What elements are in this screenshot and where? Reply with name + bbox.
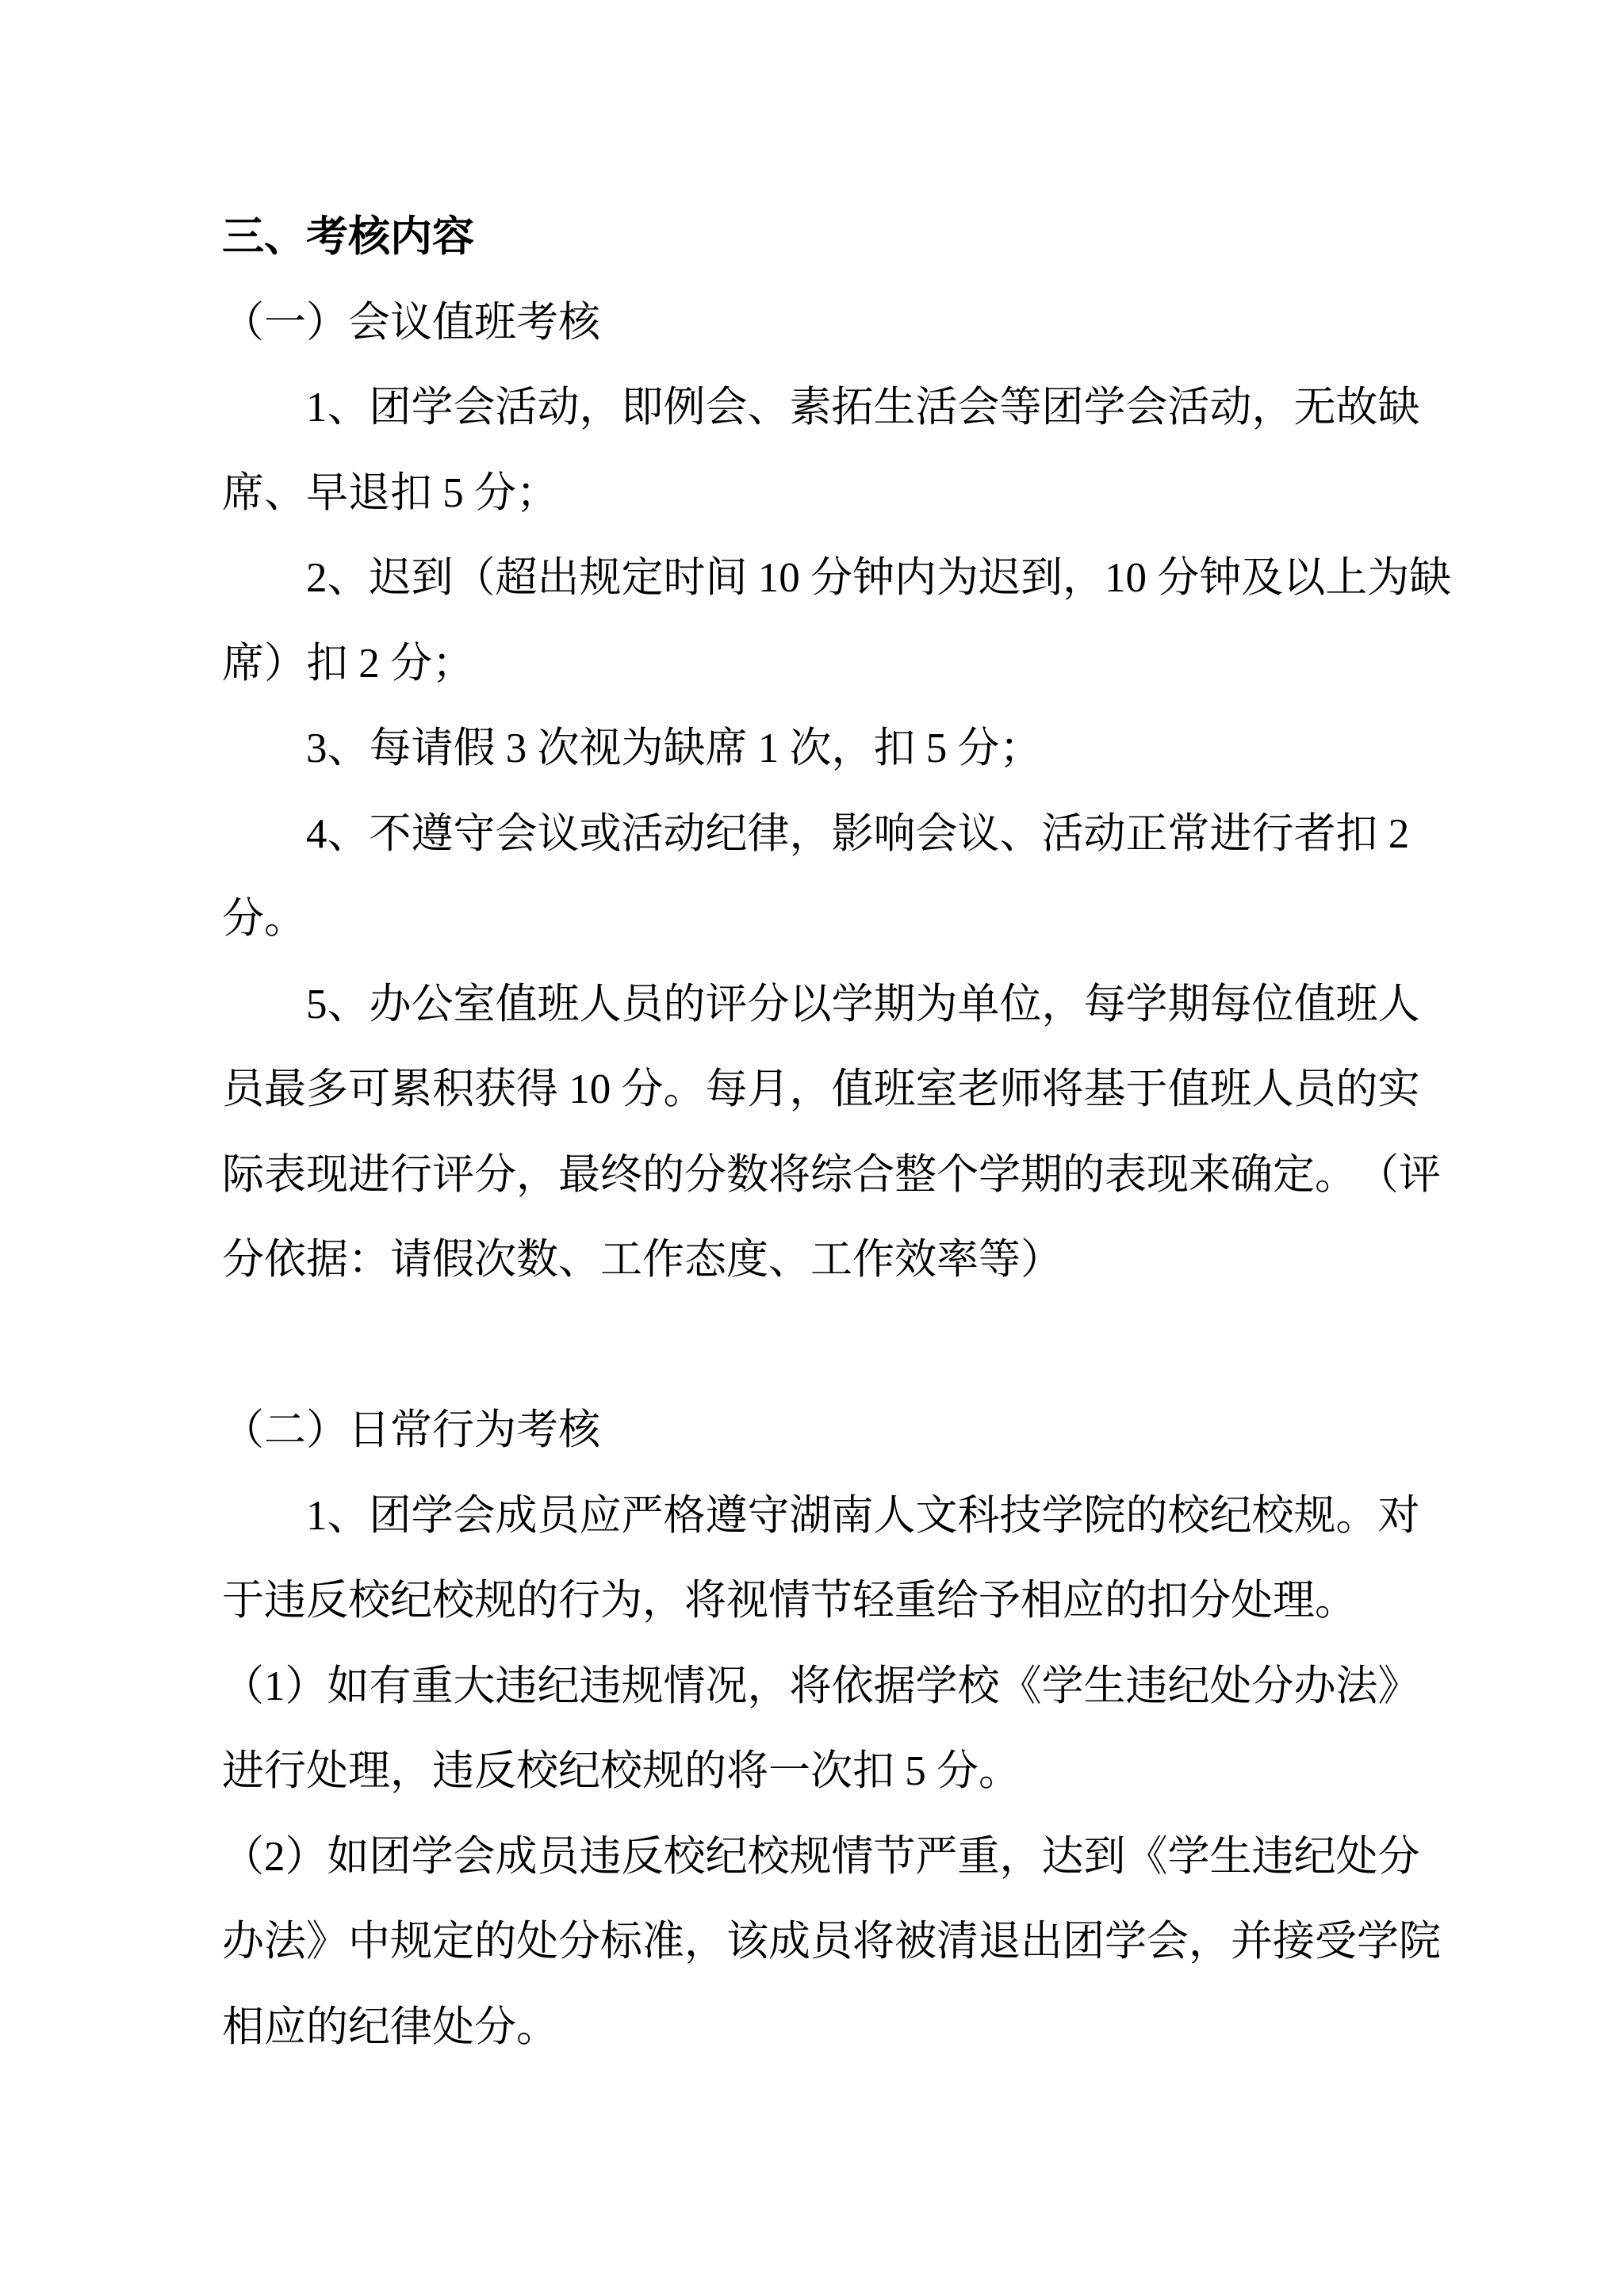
subsection-title: （一）会议值班考核 (222, 299, 600, 346)
text-line: 席、早退扣 5 分； (222, 469, 558, 516)
text-line: 际 表 现 进 行 评 分 ， 最 终 的 分 数 将 综 合 整 个 学 期 的 表 现 来 确 定 。 （ 评 (222, 1151, 1441, 1198)
text-line: 员 最 多 可 累 积 获 得 1 0 分 。 每 月 ， 值 班 室 老 师 将 基 于 值 班 人 员 的 实 (222, 1066, 1420, 1112)
text-line: 进行处理，违反校纪校规的将一次扣 5 分。 (222, 1748, 1021, 1794)
text-line: 于违反校纪校规的行为，将视情节轻重给予相应的扣分处理。 (222, 1578, 1357, 1624)
text-line: 办 法 》 中 规 定 的 处 分 标 准 ， 该 成 员 将 被 清 退 出 团 学 会 ， 并 接 受 学 院 (222, 1919, 1441, 1965)
text-line: 2 、 迟 到 （ 超 出 规 定 时 间 1 0 分 钟 内 为 迟 到 ， 1 0 分 钟 及 以 上 为 缺 (306, 555, 1452, 601)
text-line: 1 、 团 学 会 成 员 应 严 格 遵 守 湖 南 人 文 科 技 学 院 的 校 纪 校 规 。 对 (306, 1492, 1420, 1539)
subsection-title: （二）日常行为考核 (222, 1407, 600, 1453)
text-line: （ 1 ） 如 有 重 大 违 纪 违 规 情 况 ， 将 依 据 学 校 《 学 生 违 纪 处 分 办 法 》 (222, 1663, 1420, 1709)
text-line: （ 2 ） 如 团 学 会 成 员 违 反 校 纪 校 规 情 节 严 重 ， 达 到 《 学 生 违 纪 处 分 (222, 1833, 1420, 1880)
text-line: 5 、 办 公 室 值 班 人 员 的 评 分 以 学 期 为 单 位 ， 每 学 期 每 位 值 班 人 (306, 981, 1420, 1027)
text-line: 1 、 团 学 会 活 动 ， 即 例 会 、 素 拓 生 活 会 等 团 学 会 活 动 ， 无 故 缺 (306, 385, 1420, 430)
text-line: 分依据：请假次数、工作态度、工作效率等） (222, 1237, 1063, 1283)
text-line: 3、每请假 3 次视为缺席 1 次，扣 5 分； (306, 725, 1042, 771)
text-line: 分。 (222, 896, 306, 942)
section-title: 三、考核内容 (222, 214, 474, 260)
blank-line (222, 1303, 1402, 1389)
text-line: 相应的纪律处分。 (222, 2003, 558, 2050)
text-line: 4 、 不 遵 守 会 议 或 活 动 纪 律 ， 影 响 会 议 、 活 动 正 常 进 行 者 扣 2 (306, 810, 1410, 857)
text-line: 席）扣 2 分； (222, 640, 474, 687)
document-body (222, 195, 1452, 2070)
